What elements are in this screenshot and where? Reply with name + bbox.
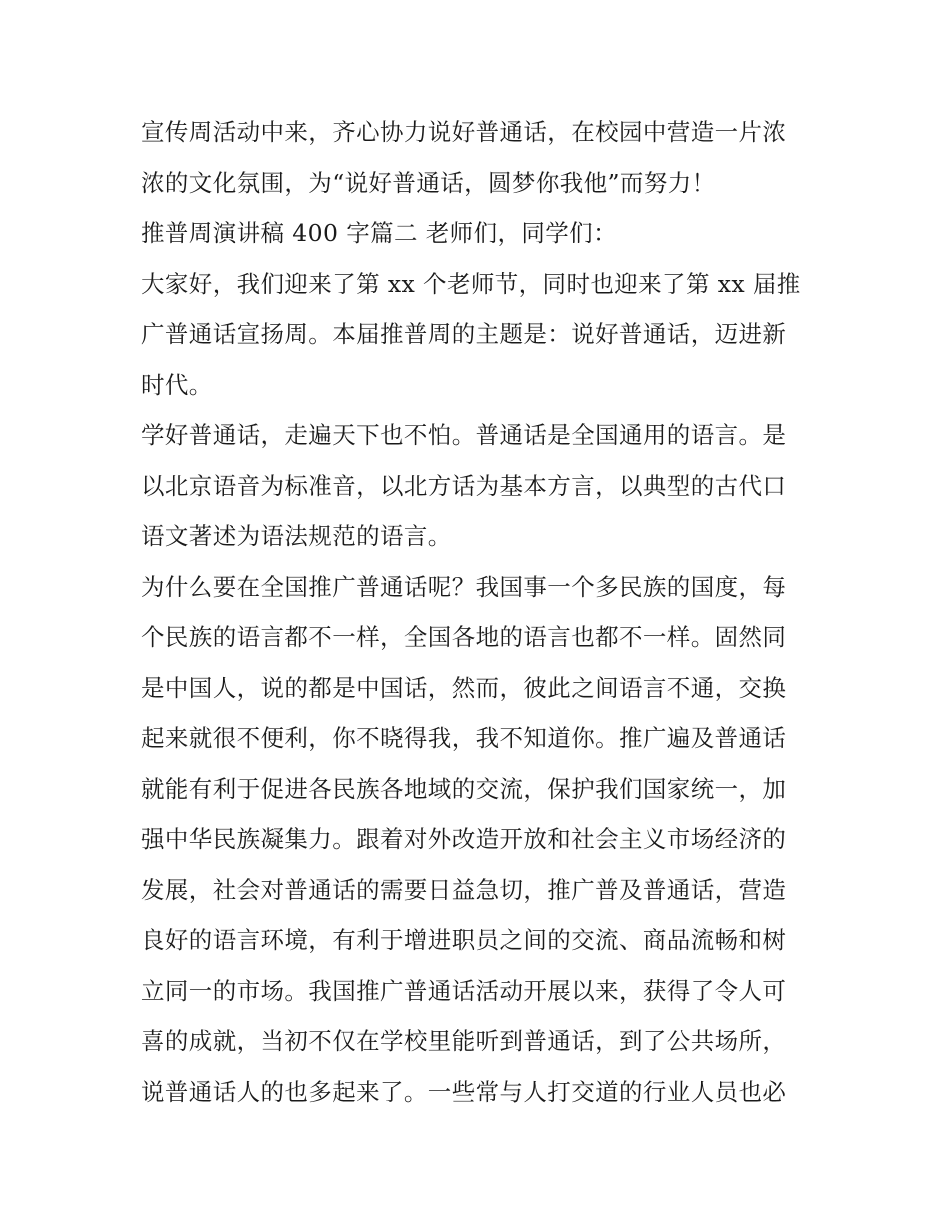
text-line: 大家好，我们迎来了第 xx 个老师节，同时也迎来了第 xx 届推 [141,269,801,298]
text-line: 语文著述为语法规范的语言。 [141,522,452,550]
text-line: 立同一的市场。我国推广普通话活动开展以来，获得了令人可 [141,976,787,1005]
text-line: 良好的语言环境，有利于增进职员之间的交流、商品流畅和树 [141,926,787,954]
text-line: 起来就很不便利，你不晓得我，我不知道你。推广遍及普通话 [141,724,787,752]
text-line: 是中国人，说的都是中国话，然而，彼此之间语言不通，交换 [141,673,787,702]
text-line: 宣传周活动中来，齐心协力说好普通话，在校园中营造一片浓 [141,118,787,146]
text-line: 发展，社会对普通话的需要日益急切，推广普及普通话，营造 [141,875,787,904]
text-line: 为什么要在全国推广普通话呢？我国事一个多民族的国度，每 [141,572,787,601]
text-line: 推普周演讲稿 400 字篇二 老师们，同学们： [141,219,617,247]
text-line: 说普通话人的也多起来了。一些常与人打交道的行业人员也必 [141,1077,787,1106]
text-line: 强中华民族凝集力。跟着对外改造开放和社会主义市场经济的 [141,825,787,853]
text-line: 就能有利于促进各民族各地域的交流，保护我们国家统一，加 [141,774,787,803]
text-line: 个民族的语言都不一样，全国各地的语言也都不一样。固然同 [141,623,787,651]
text-line: 喜的成就，当初不仅在学校里能听到普通话，到了公共场所， [141,1027,787,1055]
text-line: 学好普通话，走遍天下也不怕。普通话是全国通用的语言。是 [141,421,787,449]
text-line: 广普通话宣扬周。本届推普周的主题是：说好普通话，迈进新 [141,320,787,348]
text-line: 以北京语音为标准音，以北方话为基本方言，以典型的古代口 [141,471,787,500]
document-body [141,107,821,1117]
text-line: 浓的文化氛围，为“说好普通话，圆梦你我他”而努力！ [141,168,716,197]
text-line: 时代。 [141,370,213,399]
